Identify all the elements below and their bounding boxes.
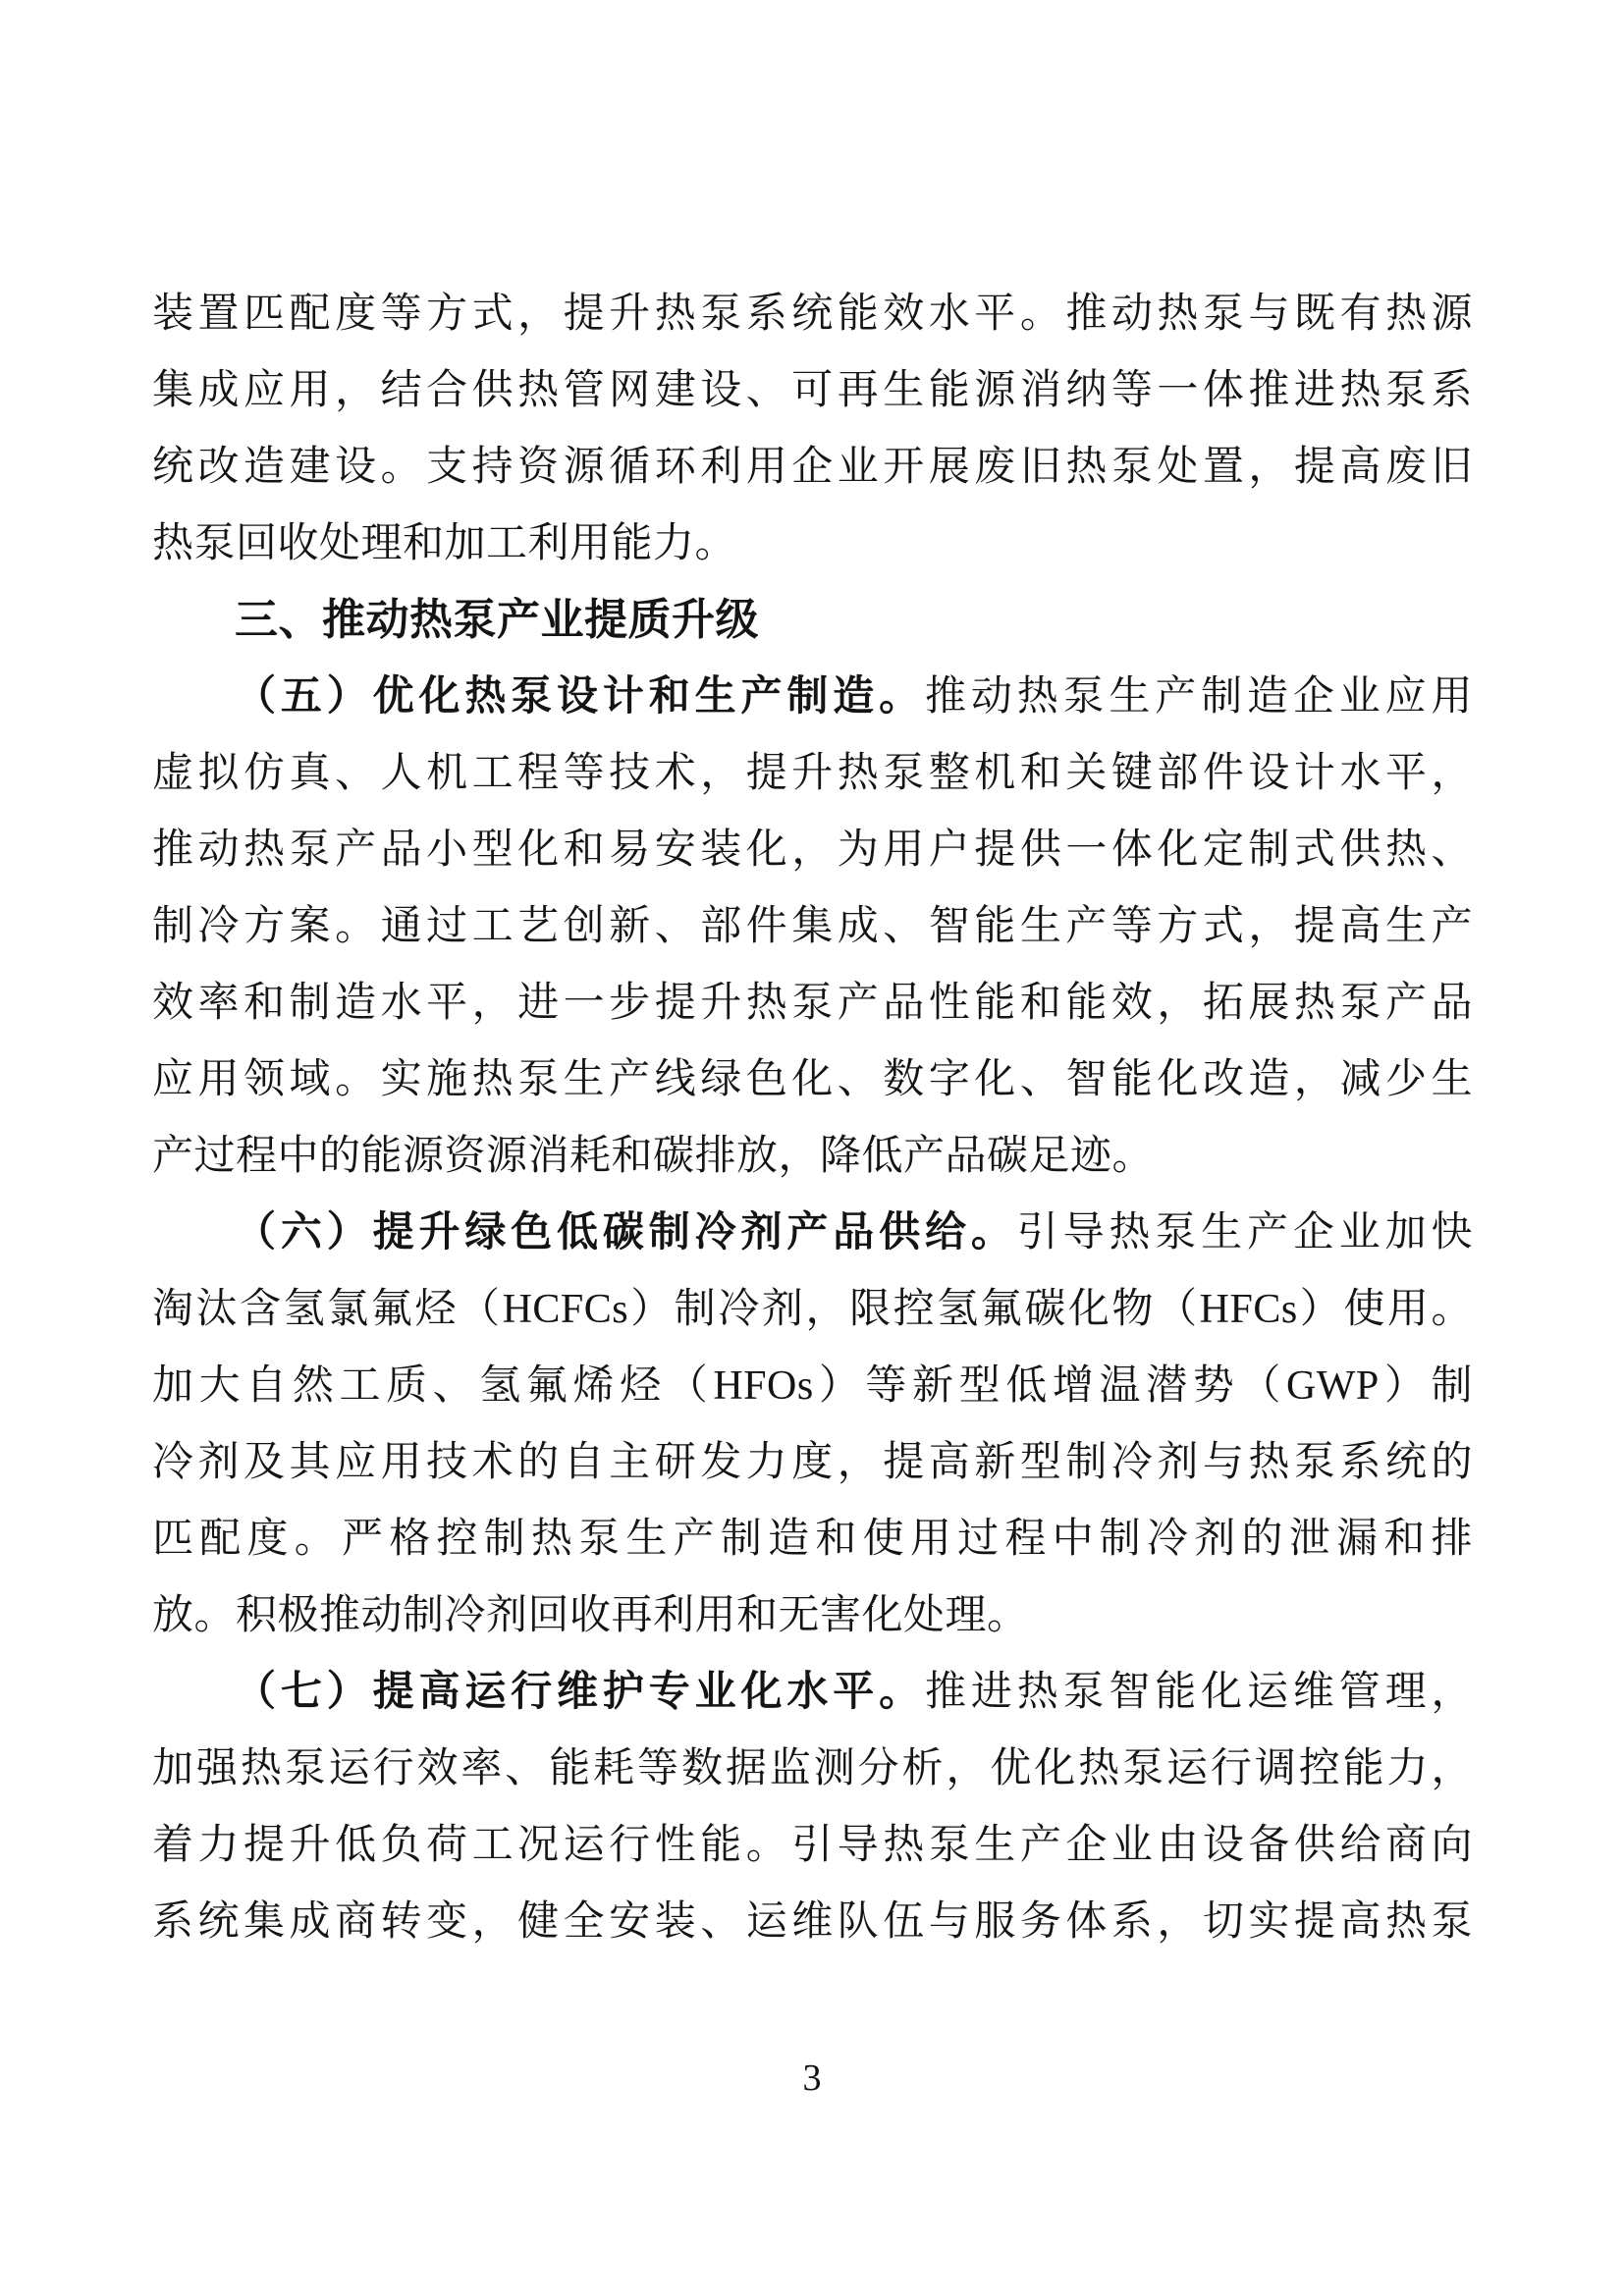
- text-line: 系统集成商转变，健全安装、运维队伍与服务体系，切实提高热泵: [152, 1899, 1473, 1945]
- text-line: 应用领域。实施热泵生产线绿色化、数字化、智能化改造，减少生: [152, 1057, 1473, 1102]
- text-line: 制冷方案。通过工艺创新、部件集成、智能生产等方式，提高生产: [152, 904, 1473, 949]
- text-line: （六）提升绿色低碳制冷剂产品供给。引导热泵生产企业加快: [235, 1210, 1473, 1255]
- text-line: 虚拟仿真、人机工程等技术，提升热泵整机和关键部件设计水平，: [152, 751, 1473, 796]
- text-line: 效率和制造水平，进一步提升热泵产品性能和能效，拓展热泵产品: [152, 981, 1473, 1026]
- paragraph-lead: 三、推动热泵产业提质升级: [235, 596, 759, 644]
- text-line: 装置匹配度等方式，提升热泵系统能效水平。推动热泵与既有热源: [152, 292, 1473, 337]
- paragraph-lead: （六）提升绿色低碳制冷剂产品供给。: [235, 1210, 1017, 1255]
- text-line: （七）提高运行维护专业化水平。推进热泵智能化运维管理，: [235, 1670, 1473, 1715]
- document-body: [152, 276, 1473, 1960]
- text-line: 统改造建设。支持资源循环利用企业开展废旧热泵处置，提高废旧: [152, 445, 1473, 490]
- text-line: 加强热泵运行效率、能耗等数据监测分析，优化热泵运行调控能力，: [152, 1746, 1473, 1791]
- text-line: 着力提升低负荷工况运行性能。引导热泵生产企业由设备供给商向: [152, 1823, 1473, 1868]
- section-heading: [152, 582, 1473, 659]
- text-line: （五）优化热泵设计和生产制造。推动热泵生产制造企业应用: [235, 674, 1473, 720]
- paragraph-lead: （五）优化热泵设计和生产制造。: [235, 674, 925, 720]
- page-number: 3: [802, 2057, 822, 2099]
- text-line: 产过程中的能源资源消耗和碳排放，降低产品碳足迹。: [152, 1134, 1155, 1179]
- text-line: 加大自然工质、氢氟烯烃（HFOs）等新型低增温潜势（GWP）制: [152, 1363, 1473, 1409]
- text-line: 集成应用，结合供热管网建设、可再生能源消纳等一体推进热泵系: [152, 368, 1473, 413]
- text-line: 推动热泵产品小型化和易安装化，为用户提供一体化定制式供热、: [152, 828, 1473, 873]
- text-line: 冷剂及其应用技术的自主研发力度，提高新型制冷剂与热泵系统的: [152, 1440, 1473, 1485]
- text-line: 匹配度。严格控制热泵生产制造和使用过程中制冷剂的泄漏和排: [152, 1517, 1473, 1562]
- text-line: 淘汰含氢氯氟烃（HCFCs）制冷剂，限控氢氟碳化物（HFCs）使用。: [152, 1287, 1473, 1332]
- text-line: 放。积极推动制冷剂回收再利用和无害化处理。: [152, 1593, 1029, 1638]
- paragraph-lead: （七）提高运行维护专业化水平。: [235, 1670, 925, 1715]
- text-line: 热泵回收处理和加工利用能力。: [152, 521, 737, 566]
